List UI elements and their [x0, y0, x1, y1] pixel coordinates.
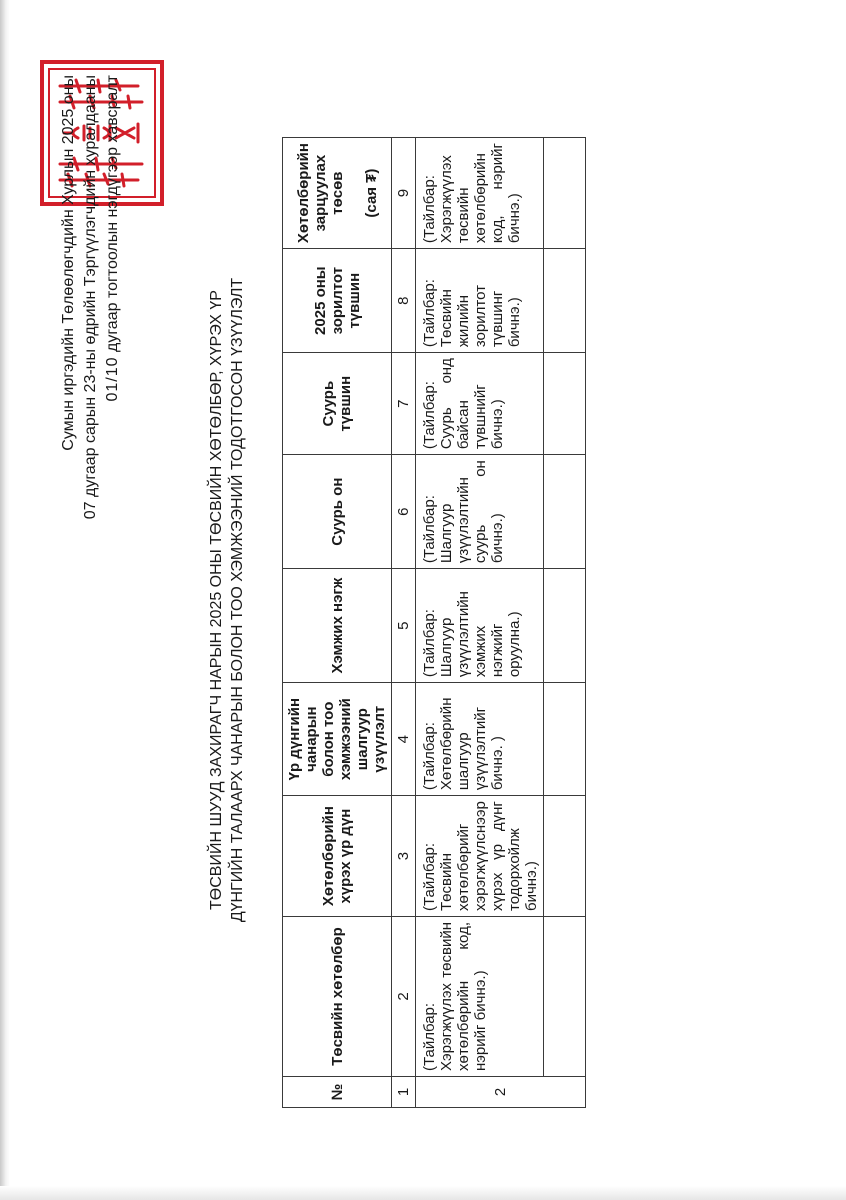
- note-result: (Тайлбар: Төсвийн хөтөлбөрийг хэрэгжүүлснээр хүрэх үр дүнг тодорхойлж бичнэ.): [416, 796, 544, 917]
- empty-cell: [544, 917, 586, 1077]
- column-number: 5: [392, 569, 416, 683]
- header-target: 2025 оны зорилтот түвшин: [283, 249, 392, 353]
- note-base-year: (Тайлбар: Шалгуур үзүүлэлтийн суурь он бичнэ.): [416, 455, 544, 569]
- column-number: 8: [392, 249, 416, 353]
- note-budget: (Тайлбар: Хэрэгжүүлэх төсвийн хөтөлбөрийн код, нэрийг бичнэ.): [416, 138, 544, 249]
- header-indicator: Үр дүнгийн чанарын болон тоо хэмжээний шалгуур үзүүлэлт: [283, 683, 392, 796]
- column-number: 6: [392, 455, 416, 569]
- note-program: (Тайлбар: Хэрэгжүүлэх төсвийн хөтөлбөрийн код, нэрийг бичнэ.): [416, 917, 544, 1077]
- program-indicator-table: [282, 137, 586, 1108]
- empty-cell: [544, 796, 586, 917]
- empty-cell: [544, 569, 586, 683]
- column-number: 4: [392, 683, 416, 796]
- column-number-row: [392, 138, 416, 1108]
- header-line-3: [102, 75, 124, 519]
- header-result: Хөтөлбөрийн хүрэх үр дүн: [283, 796, 392, 917]
- header-line-1: Сумын иргэдийн Төлөөлөгчдийн Хурлын 2025 оны: [60, 75, 77, 451]
- header-base-level: Суурь түвшин: [283, 353, 392, 455]
- document-title: [206, 0, 248, 1200]
- note-target: (Тайлбар: Төсвийн жилийн зорилтот түвшинг бичнэ.): [416, 249, 544, 353]
- column-number: 1: [392, 1077, 416, 1108]
- header-line-2: 07 дугаар сарын 23-ны өдрийн Тэргүүлэгчдийн хуралдааны: [82, 75, 99, 520]
- header-program: Төсвийн хөтөлбөр: [283, 917, 392, 1077]
- header-budget-unit: (сая ₮): [362, 168, 380, 218]
- header-line-3-text: дугаар тогтоолын нэгдүгээр хавсралт: [104, 75, 121, 353]
- header-unit: Хэмжих нэгж: [283, 569, 392, 683]
- appendix-header: [58, 75, 124, 519]
- table-row: [544, 138, 586, 1108]
- title-line-1: ТӨСВИЙН ШУУД ЗАХИРАГЧ НАРЫН 2025 ОНЫ ТӨСВИЙН ХӨТӨЛБӨР, ХҮРЭХ ҮР: [208, 290, 225, 910]
- header-no: №: [283, 1077, 392, 1108]
- column-number: 7: [392, 353, 416, 455]
- empty-cell: [544, 138, 586, 249]
- header-budget-label: Хөтөлбөрийн зарцуулах төсөв: [294, 143, 346, 244]
- header-base-year: Суурь он: [283, 455, 392, 569]
- column-number: 2: [392, 917, 416, 1077]
- empty-cell: [544, 249, 586, 353]
- note-unit: (Тайлбар: Шалгуур үзүүлэлтийн хэмжих нэгжийг оруулна.): [416, 569, 544, 683]
- empty-cell: [544, 683, 586, 796]
- column-number: 3: [392, 796, 416, 917]
- note-base-level: (Тайлбар: Суурь онд байсан түвшнийг бичнэ.): [416, 353, 544, 455]
- resolution-number: 01/10: [104, 356, 121, 402]
- table-header-row: [283, 138, 392, 1108]
- table-row: [416, 138, 544, 1108]
- empty-cell: [544, 455, 586, 569]
- header-budget: [283, 138, 392, 249]
- note-indicator: (Тайлбар: Хөтөлбөрийн шалгуур үзүүлэлтийг бичнэ. ): [416, 683, 544, 796]
- empty-cell: [544, 353, 586, 455]
- row-number: 2: [416, 1077, 586, 1108]
- title-line-2: ДҮНГИЙН ТАЛААРХ ЧАНАРЫН БОЛОН ТОО ХЭМЖЭЭНИЙ ТОДОТГОСОН ҮЗҮҮЛЭЛТ: [229, 277, 246, 923]
- column-number: 9: [392, 138, 416, 249]
